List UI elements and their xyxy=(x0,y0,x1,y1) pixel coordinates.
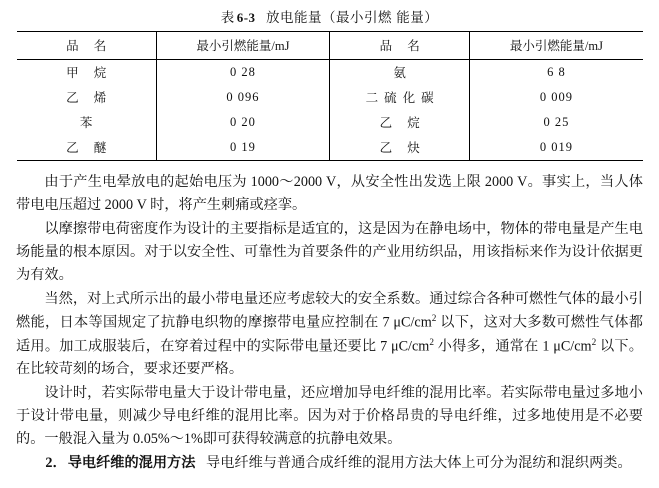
cell-value-right: 0 009 xyxy=(470,85,643,110)
table-caption-title: 放电能量（最小引燃 能量） xyxy=(266,10,439,25)
cell-name-right: 二硫化碳 xyxy=(365,91,440,105)
cell-value-left: 0 19 xyxy=(156,135,329,161)
paragraph-2: 以摩擦带电荷密度作为设计的主要指标是适宜的，这是因为在静电场中，物体的带电量是产生电场能量的根本原因。对于以安全性、可靠性为首要条件的产业用纺织品，用该指标来作为设计依据更为有效。 xyxy=(16,221,643,283)
table-header-row xyxy=(17,32,643,60)
paragraph-1: 由于产生电晕放电的起始电压为 1000～2000 V，从安全性出发选上限 2000 V。事实上，当人体带电电压超过 2000 V 时，将产生刺痛或痉挛。 xyxy=(16,174,643,213)
cell-value-left: 0 096 xyxy=(156,85,329,110)
column-header-value-left: 最小引燃能量/mJ xyxy=(156,32,329,60)
table-caption xyxy=(0,6,659,26)
column-header-value-right: 最小引燃能量/mJ xyxy=(470,32,643,60)
body-text xyxy=(16,171,643,475)
cell-name-left: 乙 烯 xyxy=(66,91,113,105)
energy-table xyxy=(17,31,643,161)
table-row xyxy=(17,85,643,110)
section-heading: 导电纤维的混用方法 xyxy=(67,455,196,472)
cell-name-left: 甲 烷 xyxy=(66,66,113,80)
table-caption-number: 6-3 xyxy=(236,10,256,25)
cell-name-right: 乙 炔 xyxy=(329,135,469,161)
document-page xyxy=(0,6,659,488)
cell-value-left: 0 28 xyxy=(156,60,329,86)
table-row xyxy=(17,135,643,161)
cell-name-left: 乙 醚 xyxy=(17,135,157,161)
paragraph-4: 设计时，若实际带电量大于设计带电量，还应增加导电纤维的混用比率。若实际带电量过多地小于设计带电量，则减少导电纤维的混用比率。因为对于价格昂贵的导电纤维，过多地使用是不必要的。一般混入量为 0.05%～1%即可获得较满意的抗静电效果。 xyxy=(16,385,643,448)
paragraph-3: 当然，对上式所示出的最小带电量还应考虑较大的安全系数。通过综合各种可燃性气体的最小引燃能，日本等国规定了抗静电织物的摩擦带电量应控制在 7 $\mu C/cm^2$ 以下，这对大多数可燃性气体都适用。加工成服装后，在穿着过程中的实际带电量还要比 7 $\mu C/cm^2$ 小得多，通常在 1 $\mu C/cm^2$ 以下。在比较苛刻的场合，要求还要严格。 xyxy=(16,291,643,378)
column-header-name-right: 品 名 xyxy=(329,32,469,60)
table-row xyxy=(17,110,643,135)
cell-name-right: 氨 xyxy=(393,66,412,80)
section-text: 导电纤维与普通合成纤维的混用方法大体上可分为混纺和混织两类。 xyxy=(206,455,632,472)
cell-value-right: 0 25 xyxy=(470,110,643,135)
section-heading-paragraph xyxy=(16,452,643,475)
cell-name-right: 乙 烷 xyxy=(379,116,426,130)
cell-value-right: 6 8 xyxy=(470,60,643,86)
cell-name-left: 苯 xyxy=(79,116,99,130)
cell-value-right: 0 019 xyxy=(470,135,643,161)
table-body xyxy=(17,60,643,161)
table-header xyxy=(17,32,643,60)
table-caption-prefix: 表 xyxy=(220,10,235,25)
table-row xyxy=(17,60,643,86)
column-header-name-left: 品 名 xyxy=(17,32,157,60)
section-number: 2． xyxy=(45,455,67,472)
cell-value-left: 0 20 xyxy=(156,110,329,135)
